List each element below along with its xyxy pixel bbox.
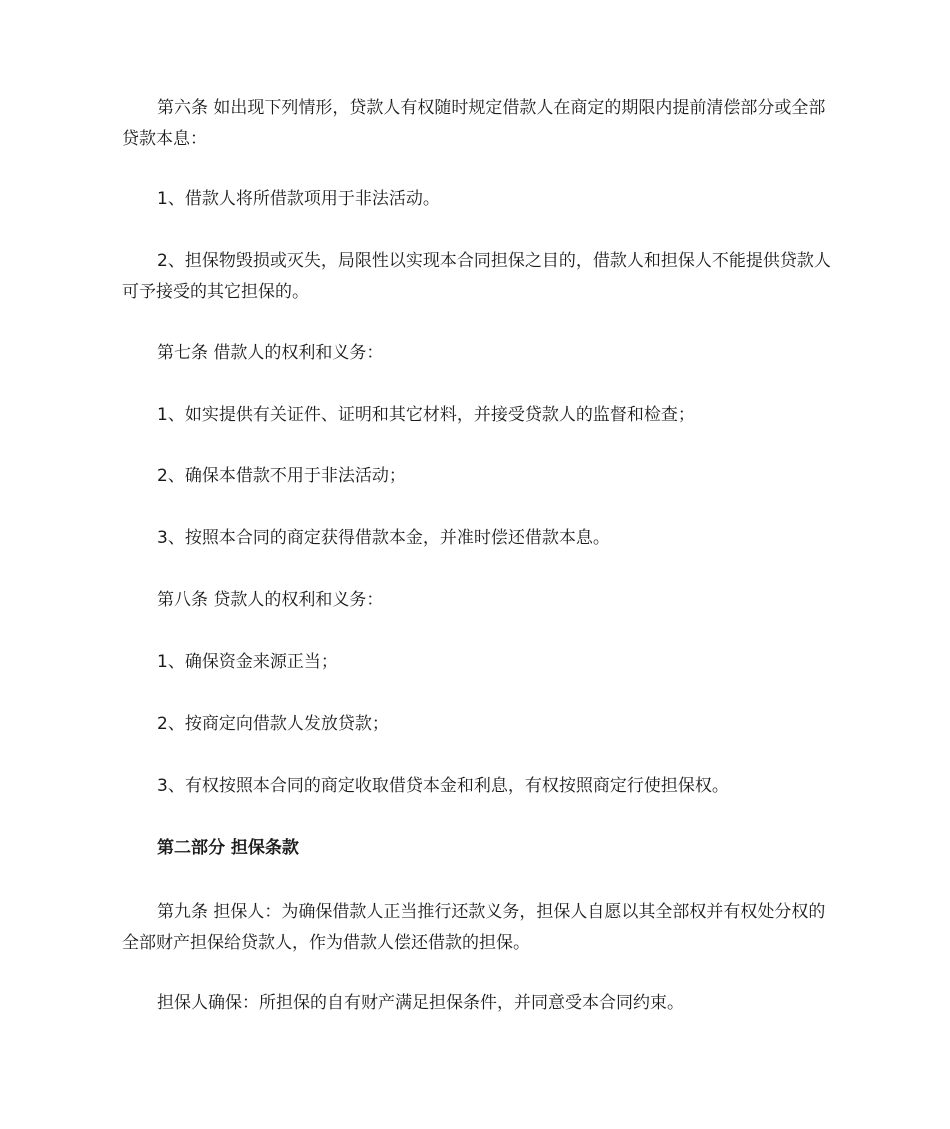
part-2-heading: 第二部分 担保条款 bbox=[157, 838, 299, 858]
article-6-item-1: 1、借款人将所借款项用于非法活动。 bbox=[157, 189, 440, 209]
article-8-item-1: 1、确保资金来源正当； bbox=[157, 652, 338, 672]
article-7-item-2: 2、确保本借款不用于非法活动； bbox=[157, 466, 406, 486]
article-6-paragraph: 第六条 如出现下列情形，贷款人有权随时规定借款人在商定的期限内提前清偿部分或全部贷款本息： bbox=[122, 98, 826, 149]
guarantor-assurance-paragraph: 担保人确保：所担保的自有财产满足担保条件，并同意受本合同约束。 bbox=[157, 993, 684, 1013]
article-7-item-1: 1、如实提供有关证件、证明和其它材料，并接受贷款人的监督和检查； bbox=[157, 405, 695, 425]
article-8-item-2: 2、按商定向借款人发放贷款； bbox=[157, 714, 389, 734]
article-9-paragraph: 第九条 担保人：为确保借款人正当推行还款义务，担保人自愿以其全部权并有权处分权的全部财产担保给贷款人，作为借款人偿还借款的担保。 bbox=[122, 902, 826, 953]
article-7-heading: 第七条 借款人的权利和义务： bbox=[157, 343, 384, 363]
article-8-heading: 第八条 贷款人的权利和义务： bbox=[157, 590, 384, 610]
article-7-item-3: 3、按照本合同的商定获得借款本金，并准时偿还借款本息。 bbox=[157, 528, 610, 548]
article-6-item-2: 2、担保物毁损或灭失，局限性以实现本合同担保之目的，借款人和担保人不能提供贷款人可予接受的其它担保的。 bbox=[122, 251, 831, 302]
article-8-item-3: 3、有权按照本合同的商定收取借贷本金和利息，有权按照商定行使担保权。 bbox=[157, 776, 729, 796]
